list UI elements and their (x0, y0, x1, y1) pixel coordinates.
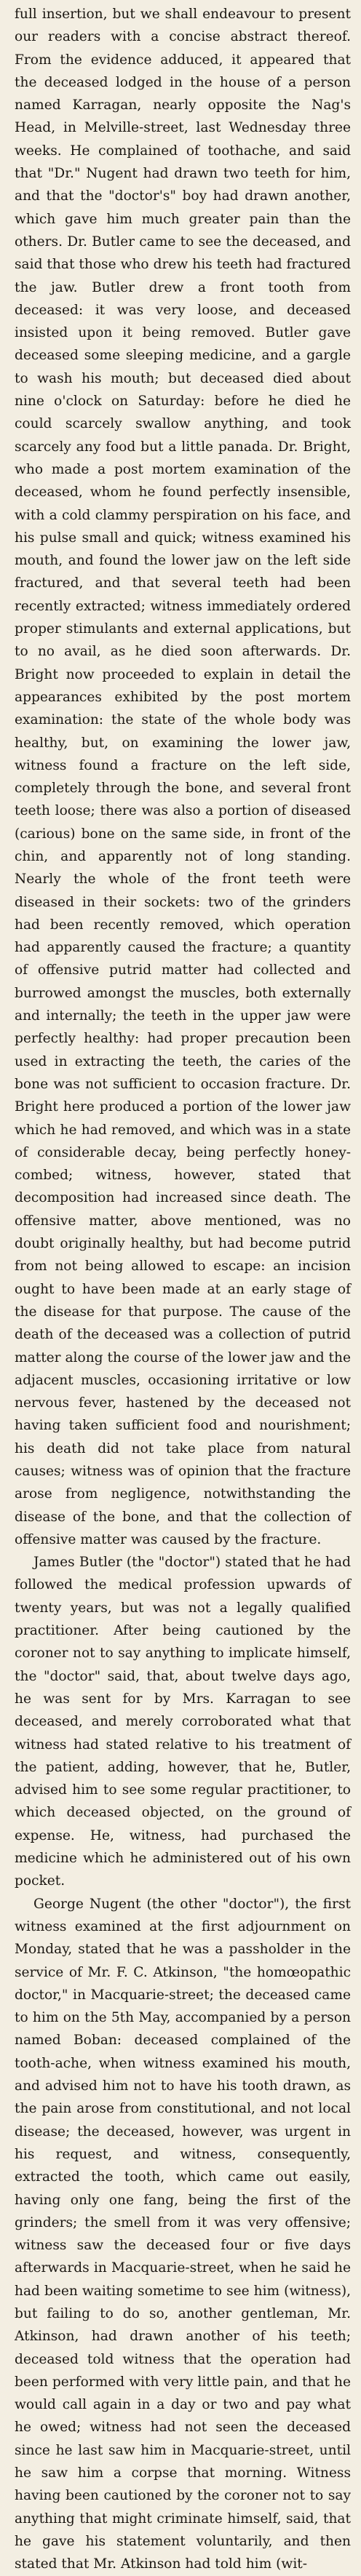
article-paragraph: full insertion, but we shall endeavour to present our readers with a concise abstract thereof. From the evidence adduced, it appeared that the deceased lodged in the house of a person named Karragan, nearly opposite the Nag's Head, in Melville-street, last Wednesday three weeks. He complained of toothache, and said that "Dr." Nugent had drawn two teeth for him, and that the "doctor's" boy had drawn another, which gave him much greater pain than the others. Dr. Butler came to see the deceased, and said that those who drew his teeth had fractured the jaw. Butler drew a front tooth from deceased: it was very loose, and deceased insisted upon it being removed. Butler gave deceased some sleeping medicine, and a gargle to wash his mouth; but deceased died about nine o'clock on Saturday: before he died he could scarcely swallow anything, and took scarcely any food but a little panada. Dr. Bright, who made a post mortem examination of the deceased, whom he found perfectly insensible, with a cold clammy perspiration on his face, and his pulse small and quick; witness examined his mouth, and found the lower jaw on the left side fractured, and that several teeth had been recently extracted; witness immediately ordered proper stimulants and external applications, but to no avail, as he died soon afterwards. Dr. Bright now proceeded to explain in detail the appearances exhibited by the post mortem examination: the state of the whole body was healthy, but, on examining the lower jaw, witness found a fracture on the left side, completely through the bone, and several front teeth loose; there was also a portion of diseased (carious) bone on the same side, in front of the chin, and apparently not of long standing. Nearly the whole of the front teeth were diseased in their sockets: two of the grinders had been recently removed, which operation had apparently caused the fracture; a quantity of offensive putrid matter had collected and burrowed amongst the muscles, both externally and internally; the teeth in the upper jaw were perfectly healthy: had proper precaution been used in extracting the teeth, the caries of the bone was not sufficient to occasion fracture. Dr. Bright here produced a portion of the lower jaw which he had removed, and which was in a state of considerable decay, being perfectly honey-combed; witness, however, stated that decomposition had increased since death. The offensive matter, above mentioned, was no doubt originally healthy, but had become putrid from not being allowed to escape: an incision ought to have been made at an early stage of the disease for that purpose. The cause of the death of the deceased was a collection of putrid matter along the course of the lower jaw and the adjacent muscles, occasioning irritative or low nervous fever, hastened by the deceased not having taken sufficient food and nourishment; his death did not take place from natural causes; witness was of opinion that the fracture arose from negligence, notwithstanding the disease of the bone, and that the collection of offensive matter was caused by the fracture. (15, 7, 351, 1547)
article-paragraph: James Butler (the "doctor") stated that he had followed the medical profession upwards of twenty years, but was not a legally qualified practitioner. After being cautioned by the coroner not to say anything to implicate himself, the "doctor" said, that, about twelve days ago, he was sent for by Mrs. Karragan to see deceased, and merely corroborated what that witness had stated relative to his treatment of the patient, adding, however, that he, Butler, advised him to see some regular practitioner, to which deceased objected, on the ground of expense. He, witness, had purchased the medicine which he administered out of his own pocket. (15, 1555, 351, 1889)
article-paragraph: George Nugent (the other "doctor"), the first witness examined at the first adjournment on Monday, stated that he was a passholder in the service of Mr. F. C. Atkinson, "the homœopathic doctor," in Macquarie-street; the deceased came to him on the 5th May, accompanied by a person named Boban: deceased complained of the tooth-ache, when witness examined his mouth, and advised him not to have his tooth drawn, as the pain arose from constitutional, and not local disease; the deceased, however, was urgent in his request, and witness, consequently, extracted the tooth, which came out easily, having only one fang, being the first of the grinders; the smell from it was very offensive; witness saw the deceased four or five days afterwards in Macquarie-street, when he said he had been waiting sometime to see him (witness), but failing to do so, another gentleman, Mr. Atkinson, had drawn another of his teeth; deceased told witness that the operation had been performed with very little pain, and that he would call again in a day or two and pay what he owed; witness had not seen the deceased since he last saw him in Macquarie-street, until he saw him a corpse that morning. Witness having been cautioned by the coroner not to say anything that might criminate himself, said, that he gave his statement voluntarily, and then stated that Mr. Atkinson had told him (wit- (15, 1896, 351, 2572)
